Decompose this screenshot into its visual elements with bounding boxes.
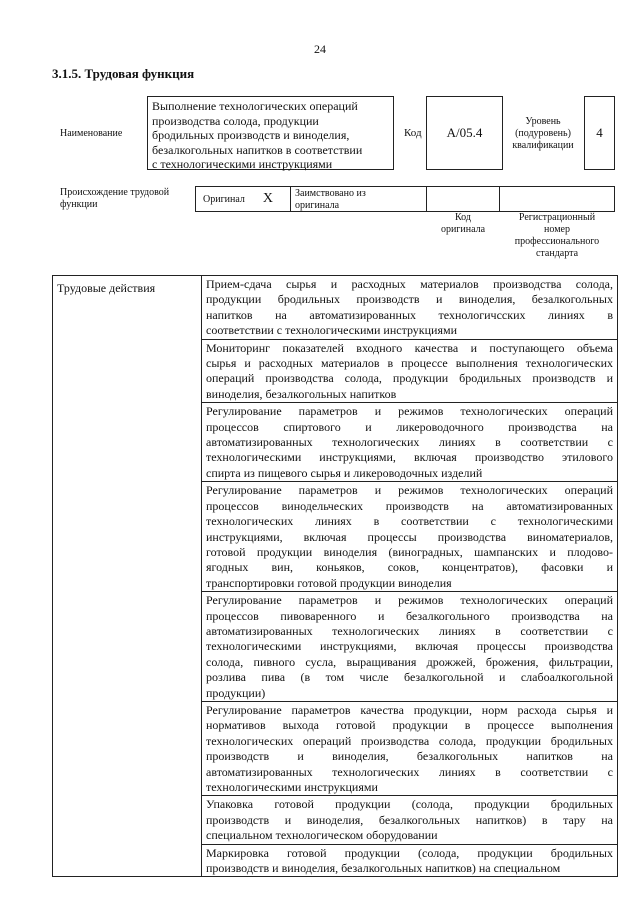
labor-action-line: Регулирование параметров и режимов технологических операций: [206, 404, 613, 419]
origin-label-line: Происхождение трудовой: [60, 187, 170, 198]
labor-action-line: продукции бродильных производств и виноделия, безалкогольных: [206, 292, 613, 307]
function-name-line: производства солода, продукции: [152, 113, 319, 128]
labor-action-line: производств и виноделия, безалкогольных напитков на: [206, 749, 613, 764]
labor-action-line: процессов пивоваренного и безалкогольного производства на: [206, 608, 613, 623]
labor-action-line: производств и виноделия, безалкогольных напитков) на специальном: [206, 861, 561, 876]
labor-action-line: Прием-сдача сырья и расходных материалов производства солода,: [206, 277, 613, 291]
origin-row: [195, 186, 615, 212]
labor-action-line: технологических операций производства солода, продукции бродильных: [206, 733, 613, 748]
labor-action-line: Регулирование параметров и режимов технологических операций: [206, 593, 613, 608]
level-label-line: (подуровень): [515, 128, 571, 139]
origin-label: [60, 187, 169, 211]
registration-number-cell: [499, 186, 615, 212]
labor-actions-label: Трудовые действия: [53, 276, 202, 877]
level-label-line: Уровень: [525, 116, 561, 127]
caption-line: оригинала: [440, 224, 486, 235]
code-value: А/05.4: [446, 125, 483, 140]
labor-action-line: продукции): [206, 685, 266, 700]
function-name-line: с технологическими инструкциями: [152, 157, 333, 171]
labor-action-line: процессов спиртового и ликероводочного производства на: [206, 419, 613, 434]
labor-action-cell: [202, 403, 618, 482]
borrowed-label-line: оригинала: [295, 200, 340, 211]
labor-action-cell: [202, 482, 618, 592]
labor-action-line: виноделия, безалкогольных напитков: [206, 386, 397, 401]
labor-action-line: розлива пива (в том числе безалкогольной и слабоалкогольной: [206, 670, 613, 685]
caption-line: номер: [544, 224, 570, 235]
name-label: Наименование: [60, 128, 123, 139]
labor-action-line: автоматизированных технологических линиях в соответствии с: [206, 623, 613, 638]
labor-action-cell: [202, 844, 618, 877]
labor-action-line: соответствии с технологическими инструкциями: [206, 323, 458, 338]
origin-label-line: функции: [60, 199, 98, 210]
labor-action-line: автоматизированных технологических линиях в соответствии с: [206, 764, 613, 779]
labor-action-cell: [202, 701, 618, 795]
labor-action-line: инструкциями, включая процессы производства виноматериалов,: [206, 529, 613, 544]
table-row: [53, 276, 618, 340]
original-cell: [195, 186, 291, 212]
function-name-box: [147, 96, 394, 170]
borrowed-label-line: Заимствовано из: [295, 188, 366, 199]
level-label-line: квалификации: [512, 140, 574, 151]
level-value: 4: [596, 125, 603, 140]
labor-action-line: процессов винодельческих производств на автоматизированных: [206, 498, 613, 513]
borrowed-cell: [290, 186, 427, 212]
labor-action-line: солода, пивного сусла, выращивания дрожжей, брожения, фильтрации,: [206, 654, 613, 669]
function-name-line: Выполнение технологических операций: [152, 99, 358, 113]
labor-action-line: напитков на автоматизированных технологичcских линиях в: [206, 307, 613, 322]
labor-action-cell: [202, 276, 618, 340]
labor-action-line: нормативов выхода готовой продукции в процессе выполнения: [206, 718, 613, 733]
labor-action-line: производств и виноделия, безалкогольных напитков) в тару на: [206, 812, 613, 827]
labor-action-line: ягодных вин, коньяков, соков, концентратов), фасовки и: [206, 560, 613, 575]
original-code-cell: [426, 186, 500, 212]
labor-action-cell: [202, 796, 618, 844]
labor-action-line: транспортировки готовой продукции виноделия: [206, 575, 452, 590]
labor-action-line: операций производства солода, продукции бродильных производств и: [206, 371, 613, 386]
labor-action-line: Мониторинг показателей входного качества и поступающего объема: [206, 340, 613, 355]
labor-action-line: Регулирование параметров качества продукции, норм расхода сырья и: [206, 702, 613, 717]
caption-line: Код: [455, 212, 471, 223]
original-code-caption: [426, 212, 500, 236]
labor-action-line: специальном технологическом оборудовании: [206, 828, 438, 843]
caption-line: профессионального: [514, 236, 600, 247]
code-label: Код: [404, 127, 422, 139]
labor-action-cell: [202, 592, 618, 702]
level-box: [584, 96, 615, 170]
labor-action-line: Упаковка готовой продукции (солода, продукции бродильных: [206, 797, 613, 812]
labor-action-line: спирта из пищевого сырья и ликероводочных изделий: [206, 465, 483, 480]
labor-action-line: технологическими инструкциями, включая процессы производства: [206, 639, 613, 654]
caption-line: стандарта: [535, 248, 579, 259]
code-box: [426, 96, 503, 170]
labor-action-line: технологическими инструкциями, включая производство этилового: [206, 450, 613, 465]
section-title: 3.1.5. Трудовая функция: [52, 66, 195, 81]
page-number: 24: [314, 42, 326, 56]
labor-action-line: сырья и расходных материалов в процессе выполнения технологических: [206, 356, 613, 371]
labor-action-line: технологическими инструкциями: [206, 780, 378, 794]
labor-action-line: Регулирование параметров и режимов технологических операций: [206, 483, 613, 498]
registration-number-caption: [499, 212, 615, 260]
labor-action-line: готовой продукции виноделия (виноградных, шампанских и плодово-: [206, 544, 613, 559]
labor-action-line: автоматизированных технологических линиях в соответствии с: [206, 435, 613, 450]
labor-actions-body: [53, 276, 618, 877]
level-label: [504, 116, 582, 152]
original-label: Оригинал: [203, 193, 245, 205]
labor-action-line: Маркировка готовой продукции (солода, продукции бродильных: [206, 845, 613, 860]
labor-action-cell: [202, 339, 618, 403]
function-name-line: безалкогольных напитков в соответствии: [152, 142, 363, 157]
function-name-line: бродильных производств и виноделия,: [152, 128, 350, 142]
labor-action-line: технологических линиях в соответствии с технологическими: [206, 514, 613, 529]
original-mark: X: [262, 191, 274, 206]
labor-actions-table: [52, 275, 618, 877]
caption-line: Регистрационный: [518, 212, 596, 223]
